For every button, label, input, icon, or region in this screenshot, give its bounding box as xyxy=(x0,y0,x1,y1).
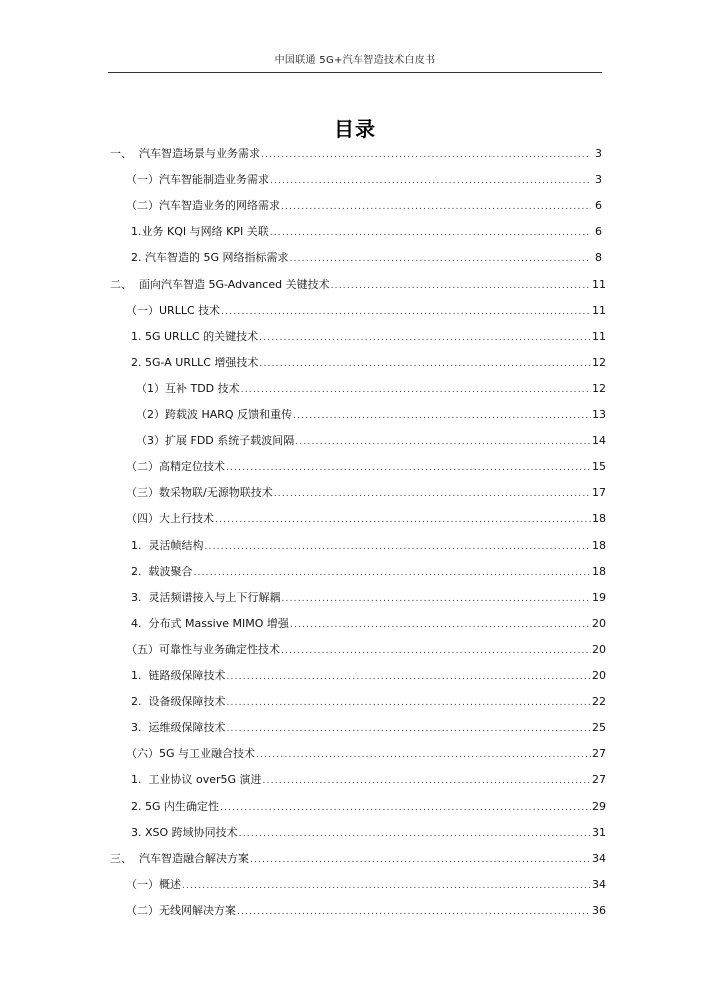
toc-entry-label: （2）跨载波 HARQ 反馈和重传 xyxy=(136,408,293,421)
toc-entry-page-number: 22 xyxy=(592,695,606,709)
toc-dot-leader xyxy=(290,615,591,635)
toc-entry-page-number: 17 xyxy=(592,486,606,500)
toc-entry[interactable] xyxy=(136,405,606,425)
toc-entry-page-number: 25 xyxy=(592,721,606,735)
toc-dot-leader xyxy=(220,798,591,818)
toc-entry-page-number: 19 xyxy=(592,590,606,604)
toc-dot-leader xyxy=(293,406,591,426)
toc-entry[interactable] xyxy=(126,457,606,477)
toc-entry[interactable] xyxy=(131,562,606,582)
toc-entry-label: 3. 灵活频谱接入与上下行解耦 xyxy=(131,590,281,604)
toc-entry[interactable] xyxy=(131,718,606,738)
toc-dot-leader xyxy=(274,484,591,504)
toc-entry-label: 二、 面向汽车智造 5G-Advanced 关键技术 xyxy=(110,277,330,291)
toc-entry[interactable] xyxy=(131,588,606,608)
toc-entry-page-number: 15 xyxy=(592,460,606,474)
toc-dot-leader xyxy=(281,641,591,661)
toc-dot-leader xyxy=(227,719,592,739)
toc-entry-page-number: 31 xyxy=(592,825,606,839)
toc-entry[interactable] xyxy=(131,797,606,817)
toc-entry-page-number: 27 xyxy=(592,747,606,761)
toc-entry[interactable] xyxy=(126,301,606,321)
toc-entry[interactable] xyxy=(131,823,606,843)
toc-entry-page-number: 36 xyxy=(592,903,606,917)
toc-entry-page-number: 20 xyxy=(592,642,606,656)
toc-entry-label: （三）数采物联/无源物联技术 xyxy=(126,486,273,500)
toc-entry[interactable] xyxy=(131,327,606,347)
toc-entry[interactable] xyxy=(126,196,602,216)
toc-entry-label: 3. XSO 跨域协同技术 xyxy=(131,825,238,839)
toc-entry-label: （一）URLLC 技术 xyxy=(126,303,221,317)
toc-entry-page-number: 3 xyxy=(595,147,602,160)
toc-entry-page-number: 11 xyxy=(592,277,606,291)
toc-entry-label: 4. 分布式 Massive MIMO 增强 xyxy=(131,616,289,630)
toc-dot-leader xyxy=(295,432,591,452)
toc-entry-label: 1. 5G URLLC 的关键技术 xyxy=(131,329,259,343)
toc-entry[interactable] xyxy=(131,614,606,634)
toc-entry[interactable] xyxy=(126,640,606,660)
toc-entry-page-number: 13 xyxy=(592,408,606,421)
toc-entry-page-number: 12 xyxy=(592,355,606,369)
toc-entry[interactable] xyxy=(126,901,606,921)
toc-entry-page-number: 34 xyxy=(592,851,606,865)
toc-dot-leader xyxy=(221,302,591,322)
toc-entry-label: （二）无线网解决方案 xyxy=(126,903,236,917)
toc-entry[interactable] xyxy=(110,275,606,295)
toc-entry-page-number: 27 xyxy=(592,773,606,787)
toc-entry-page-number: 14 xyxy=(592,434,606,448)
toc-entry[interactable] xyxy=(126,170,602,190)
toc-entry-page-number: 11 xyxy=(592,303,606,317)
toc-entry-label: （五）可靠性与业务确定性技术 xyxy=(126,642,280,656)
toc-entry[interactable] xyxy=(131,666,606,686)
toc-dot-leader xyxy=(239,824,591,844)
toc-dot-leader xyxy=(226,458,591,478)
toc-dot-leader xyxy=(331,276,591,296)
toc-dot-leader xyxy=(215,510,591,530)
toc-entry[interactable] xyxy=(131,248,602,268)
toc-entry-label: （3）扩展 FDD 系统子载波间隔 xyxy=(136,434,295,448)
toc-dot-leader xyxy=(282,589,592,609)
toc-dot-leader xyxy=(227,667,592,687)
toc-entry-page-number: 3 xyxy=(595,173,602,187)
toc-entry-label: （一）概述 xyxy=(126,877,181,891)
toc-entry[interactable] xyxy=(110,849,606,869)
toc-dot-leader xyxy=(259,354,591,374)
toc-entry[interactable] xyxy=(126,875,606,895)
toc-entry-label: （二）汽车智造业务的网络需求 xyxy=(126,199,280,213)
toc-entry-label: 1. 工业协议 over5G 演进 xyxy=(131,773,262,787)
toc-title: 目录 xyxy=(334,117,376,141)
toc-dot-leader xyxy=(281,197,591,217)
toc-entry-label: （六）5G 与工业融合技术 xyxy=(126,747,256,761)
toc-entry[interactable] xyxy=(126,509,606,529)
toc-entry-page-number: 6 xyxy=(595,199,602,213)
toc-dot-leader xyxy=(205,537,592,557)
toc-entry-label: （四）大上行技术 xyxy=(126,512,214,526)
toc-entry-page-number: 18 xyxy=(592,564,606,578)
toc-entry[interactable] xyxy=(136,379,606,399)
toc-entry-label: 1. 灵活帧结构 xyxy=(131,538,204,552)
toc-dot-leader xyxy=(250,850,591,870)
toc-entry-label: 三、 汽车智造融合解决方案 xyxy=(110,851,249,865)
toc-entry-label: 1.业务 KQI 与网络 KPI 关联 xyxy=(131,225,269,239)
toc-entry-label: 1. 链路级保障技术 xyxy=(131,669,226,682)
page-header-title: 中国联通 5G+汽车智造技术白皮书 xyxy=(274,55,436,66)
header-rule xyxy=(108,72,602,73)
toc-entry[interactable] xyxy=(131,770,606,790)
toc-entry-label: 2. 汽车智造的 5G 网络指标需求 xyxy=(131,251,289,265)
toc-entry-page-number: 8 xyxy=(595,251,602,265)
toc-dot-leader xyxy=(270,223,591,243)
toc-entry-page-number: 20 xyxy=(592,616,606,630)
toc-entry-page-number: 6 xyxy=(595,225,602,239)
toc-dot-leader xyxy=(182,876,591,896)
toc-entry-page-number: 20 xyxy=(592,669,606,682)
toc-dot-leader xyxy=(256,745,591,765)
toc-dot-leader xyxy=(290,249,591,269)
toc-entry-label: （1）互补 TDD 技术 xyxy=(136,381,240,395)
toc-entry[interactable] xyxy=(131,536,606,556)
toc-dot-leader xyxy=(261,145,591,165)
toc-dot-leader xyxy=(241,380,591,400)
toc-entry-page-number: 18 xyxy=(592,538,606,552)
toc-dot-leader xyxy=(194,563,592,583)
toc-dot-leader xyxy=(227,693,592,713)
toc-entry-page-number: 12 xyxy=(592,381,606,395)
toc-entry[interactable] xyxy=(126,483,606,503)
toc-entry-label: 2. 5G-A URLLC 增强技术 xyxy=(131,355,259,369)
toc-entry[interactable] xyxy=(110,144,602,164)
toc-entry[interactable] xyxy=(126,744,606,764)
toc-entry-label: 2. 载波聚合 xyxy=(131,564,193,578)
toc-entry-page-number: 34 xyxy=(592,877,606,891)
toc-entry-page-number: 18 xyxy=(592,512,606,526)
toc-entry-label: 3. 运维级保障技术 xyxy=(131,721,226,735)
toc-entry-label: 2. 5G 内生确定性 xyxy=(131,799,220,813)
toc-entry-label: 一、 汽车智造场景与业务需求 xyxy=(110,147,260,160)
toc-dot-leader xyxy=(237,902,591,922)
toc-entry-page-number: 29 xyxy=(592,799,606,813)
toc-dot-leader xyxy=(270,171,591,191)
toc-entry-label: （二）高精定位技术 xyxy=(126,460,225,474)
toc-entry[interactable] xyxy=(136,431,606,451)
toc-entry[interactable] xyxy=(131,692,606,712)
toc-entry-label: （一）汽车智能制造业务需求 xyxy=(126,173,269,187)
toc-dot-leader xyxy=(259,328,591,348)
toc-entry[interactable] xyxy=(131,353,606,373)
toc-entry-page-number: 11 xyxy=(592,329,606,343)
toc-dot-leader xyxy=(263,771,591,791)
toc-entry[interactable] xyxy=(131,222,602,242)
toc-entry-label: 2. 设备级保障技术 xyxy=(131,695,226,709)
